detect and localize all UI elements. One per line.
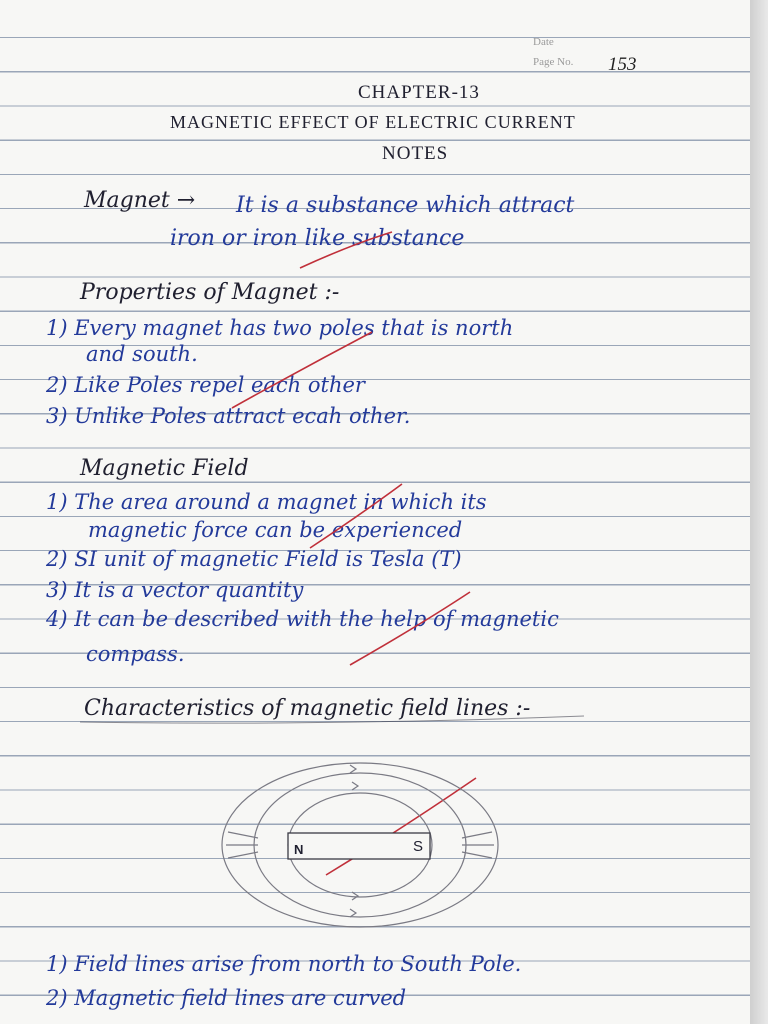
- magnet-definition-line2: iron or iron like substance: [170, 226, 465, 251]
- field-item-4-cont: compass.: [86, 642, 185, 666]
- chapter-title: CHAPTER-13: [358, 82, 480, 103]
- properties-heading: Properties of Magnet :-: [80, 280, 340, 305]
- field-line: [226, 832, 258, 858]
- notes-title: NOTES: [382, 143, 449, 164]
- subject-title: MAGNETIC EFFECT OF ELECTRIC CURRENT: [170, 112, 576, 132]
- field-line: [462, 832, 494, 858]
- property-item-2: 2) Like Poles repel each other: [46, 373, 365, 397]
- south-pole-label: S: [413, 838, 424, 855]
- characteristic-item-1: 1) Field lines arise from north to South Pole.: [46, 952, 522, 976]
- property-item-1: 1) Every magnet has two poles that is north: [46, 316, 514, 340]
- page-number: 153: [608, 54, 637, 75]
- characteristic-item-2: 2) Magnetic field lines are curved: [46, 986, 407, 1010]
- date-label: Date: [533, 36, 554, 48]
- field-item-3: 3) It is a vector quantity: [46, 578, 304, 602]
- field-item-2: 2) SI unit of magnetic Field is Tesla (T): [46, 547, 462, 571]
- page-no-label: Page No.: [533, 56, 574, 68]
- field-item-4: 4) It can be described with the help of magnetic: [46, 607, 559, 631]
- field-item-1-cont: magnetic force can be experienced: [88, 518, 463, 542]
- field-heading: Magnetic Field: [80, 456, 249, 481]
- magnet-definition-line1: It is a substance which attract: [236, 193, 575, 218]
- property-item-1-cont: and south.: [86, 342, 198, 366]
- north-pole-label: N: [294, 842, 304, 857]
- characteristics-heading: Characteristics of magnetic field lines :-: [84, 696, 531, 721]
- bar-magnet: [288, 833, 430, 859]
- magnet-term: Magnet →: [84, 188, 196, 213]
- property-item-3: 3) Unlike Poles attract ecah other.: [46, 404, 411, 428]
- field-item-1: 1) The area around a magnet in which its: [46, 490, 487, 514]
